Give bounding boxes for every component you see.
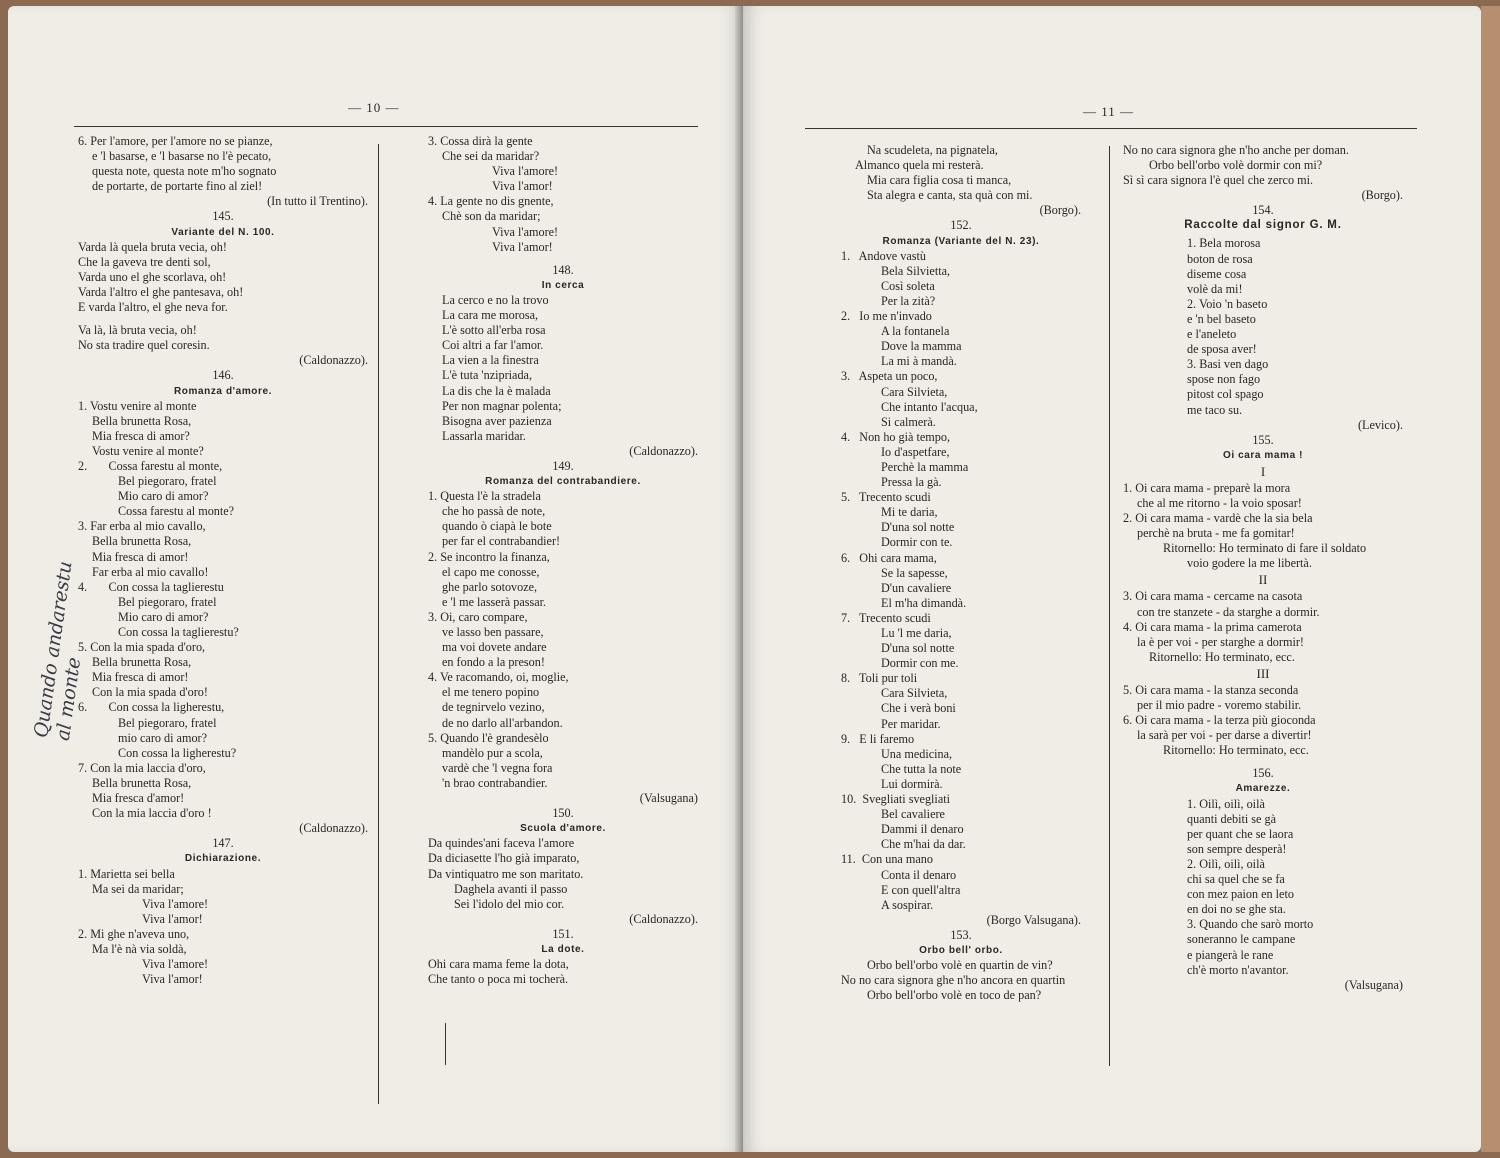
- verse-line: 4. Non ho già tempo,: [841, 429, 950, 444]
- verse-line: e 'n bel baseto: [1187, 311, 1256, 326]
- verse-line: Che i verà boni: [881, 701, 956, 716]
- song-number: 146.: [212, 368, 234, 383]
- song-title: Scuola d'amore.: [520, 823, 606, 835]
- verse-line: con tre stanzete - da starghe a dormir.: [1137, 604, 1320, 619]
- verse-line: che al me ritorno - la voio sposar!: [1137, 495, 1302, 510]
- verse-line: No sta tradire quel coresin.: [78, 338, 210, 353]
- verse-line: Così soleta: [881, 278, 935, 293]
- verse-line: Mia fresca di amor?: [92, 428, 190, 443]
- verse-line: 5. Quando l'è grandesèlo: [428, 730, 549, 745]
- song-number: 145.: [212, 209, 234, 224]
- verse-line: 2. Mi ghe n'aveva uno,: [78, 926, 190, 941]
- verse-line: Che intanto l'acqua,: [881, 399, 978, 414]
- verse-line: Si calmerà.: [881, 414, 936, 429]
- song-number: 154.: [1252, 203, 1274, 218]
- header-rule: [805, 128, 1417, 129]
- verse-line: 3. Cossa dirà la gente: [428, 134, 533, 148]
- verse-line: Pressa la gà.: [881, 475, 942, 490]
- source-note: (In tutto il Trentino).: [267, 194, 368, 209]
- verse-line: Bela Silvietta,: [881, 263, 951, 278]
- page-number: — 10 —: [348, 100, 400, 115]
- verse-line: Orbo bell'orbo volè en toco de pan?: [867, 988, 1042, 1003]
- source-note: (Caldonazzo).: [629, 443, 698, 458]
- verse-line: ma voi dovete andare: [442, 640, 547, 655]
- song-title: In cerca: [541, 279, 585, 291]
- verse-line: soneranno le campane: [1187, 932, 1296, 947]
- verse-line: Mi te daria,: [881, 505, 938, 520]
- verse-line: Sta alegra e canta, sta quà con mi.: [867, 188, 1033, 203]
- song-title: Raccolte dal signor G. M.: [1184, 219, 1342, 232]
- verse-line: 2. Voio 'n baseto: [1187, 296, 1268, 311]
- verse-line: Da vintiquatro me son maritato.: [428, 866, 584, 881]
- verse-line: 2. Se incontro la finanza,: [428, 549, 550, 564]
- verse-line: Almanco quela mi resterà.: [855, 158, 984, 173]
- verse-line: La vien a la finestra: [442, 353, 539, 368]
- verse-line: Ritornello: Ho terminato, ecc.: [1163, 743, 1309, 758]
- verse-line: 3. Quando che sarò morto: [1187, 917, 1314, 932]
- verse-line: vardè che 'l vegna fora: [442, 760, 553, 775]
- source-note: (Borgo Valsugana).: [986, 912, 1081, 927]
- verse-line: Che m'hai da dar.: [881, 837, 966, 852]
- section-numeral: I: [1260, 463, 1266, 479]
- verse-line: Per non magnar polenta;: [442, 398, 562, 413]
- spacer: [428, 255, 698, 263]
- verse-line: Bel piegoraro, fratel: [118, 594, 217, 609]
- verse-line: Che la gaveva tre denti sol,: [78, 254, 211, 269]
- verse-line: Bella brunetta Rosa,: [92, 534, 192, 549]
- song-number: 149.: [552, 458, 574, 473]
- verse-line: Ma l'è nà via soldà,: [92, 941, 187, 956]
- verse-line: Mio caro di amor?: [118, 609, 209, 624]
- verse-line: e 'l me lasserà passar.: [442, 594, 547, 609]
- verse-line: e 'l basarse, e 'l basarse no l'è pecato,: [92, 149, 272, 164]
- verse-line: con mez paion en leto: [1187, 887, 1294, 902]
- verse-line: de no darlo all'arbandon.: [442, 715, 563, 730]
- verse-line: Na scudeleta, na pignatela,: [867, 143, 998, 157]
- page-number: — 11 —: [1083, 104, 1135, 119]
- verse-line: 9. E li faremo: [841, 731, 915, 746]
- verse-line: 5. Oi cara mama - la stanza seconda: [1123, 682, 1299, 697]
- verse-line: 7. Con la mia laccia d'oro,: [78, 760, 206, 775]
- verse-line: Cossa farestu al monte?: [118, 504, 235, 519]
- verse-line: el me tenero popino: [442, 685, 540, 700]
- verse-line: Viva l'amor!: [142, 972, 203, 987]
- verse-line: 6. Per l'amore, per l'amore no se pianze,: [78, 134, 273, 148]
- verse-line: Dove la mamma: [881, 339, 962, 354]
- verse-line: el capo me conosse,: [442, 564, 540, 579]
- verse-line: 2. Oilì, oilì, oilà: [1187, 856, 1265, 871]
- verse-line: mandèlo pur a scola,: [442, 745, 543, 760]
- verse-line: Coi altri a far l'amor.: [442, 338, 544, 353]
- song-title: Romanza (Variante del N. 23).: [882, 235, 1040, 247]
- verse-line: Bel piegoraro, fratel: [118, 715, 217, 730]
- verse-line: No no cara signora ghe n'ho anche per doman.: [1123, 143, 1349, 157]
- verse-line: en doi no se ghe sta.: [1187, 902, 1286, 917]
- verse-line: ve lasso ben passare,: [442, 625, 544, 639]
- verse-line: 1. Bela morosa: [1187, 236, 1261, 251]
- verse-line: Bella brunetta Rosa,: [92, 775, 192, 790]
- verse-line: de tegnirvelo vezino,: [442, 700, 545, 715]
- verse-line: la sarà per voi - per darse a divertir!: [1137, 728, 1312, 743]
- verse-line: 3. Oi cara mama - cercame na casota: [1123, 589, 1303, 604]
- verse-line: Che sei da maridar?: [442, 149, 540, 164]
- verse-line: Io d'aspetfare,: [881, 444, 950, 459]
- verse-line: diseme cosa: [1187, 266, 1247, 281]
- verse-line: ghe parlo sotovoze,: [442, 579, 538, 594]
- verse-line: 6. Ohi cara mama,: [841, 550, 937, 565]
- song-number: 151.: [552, 926, 574, 941]
- song-title: La dote.: [541, 943, 585, 955]
- source-note: (Caldonazzo).: [299, 821, 368, 836]
- verse-line: Viva l'amore!: [492, 224, 559, 239]
- verse-line: Con la mia laccia d'oro !: [92, 806, 212, 821]
- verse-line: Ma sei da maridar;: [92, 881, 184, 896]
- verse-line: me taco su.: [1187, 402, 1243, 417]
- verse-line: Da quindes'ani faceva l'amore: [428, 836, 575, 851]
- verse-line: Lu 'l me daria,: [881, 626, 952, 640]
- source-note: (Borgo).: [1039, 203, 1081, 218]
- verse-line: 3. Oi, caro compare,: [428, 609, 528, 624]
- verse-line: de sposa aver!: [1187, 342, 1257, 357]
- verse-line: D'una sol notte: [881, 520, 955, 535]
- verse-line: Mia fresca d'amor!: [92, 791, 185, 806]
- right-column-2: [1123, 143, 1403, 993]
- verse-line: Mio caro di amor?: [118, 489, 209, 504]
- verse-line: 3. Far erba al mio cavallo,: [78, 519, 206, 534]
- source-note: (Caldonazzo).: [299, 353, 368, 368]
- verse-line: mio caro di amor?: [118, 730, 208, 745]
- verse-line: Viva l'amor!: [142, 911, 203, 926]
- left-page: [8, 6, 743, 1152]
- verse-line: D'una sol notte: [881, 641, 955, 656]
- verse-line: volè da mi!: [1187, 281, 1243, 296]
- verse-line: Mia fresca di amor!: [92, 549, 189, 564]
- verse-line: 3. Aspeta un poco,: [841, 369, 938, 384]
- verse-line: Con cossa la taglierestu?: [118, 625, 239, 639]
- section-numeral: II: [1258, 572, 1268, 588]
- verse-line: Bisogna aver pazienza: [442, 413, 552, 428]
- verse-line: E varda l'altro, el ghe neva for.: [78, 300, 228, 315]
- verse-line: 2. Io me n'invado: [841, 309, 932, 324]
- source-note: (Levico).: [1357, 417, 1403, 432]
- verse-line: 1. Questa l'è la stradela: [428, 489, 541, 504]
- verse-line: 7. Trecento scudi: [841, 610, 931, 625]
- verse-line: Vostu venire al monte?: [92, 443, 204, 458]
- left-column-1: [78, 134, 368, 987]
- verse-line: Per la zità?: [881, 293, 936, 308]
- verse-line: 1. Oilì, oilì, oilà: [1187, 796, 1265, 811]
- verse-line: No no cara signora ghe n'ho ancora en quartin: [841, 973, 1066, 988]
- verse-line: 6. Oi cara mama - la terza più gioconda: [1123, 713, 1316, 728]
- verse-line: Bella brunetta Rosa,: [92, 413, 192, 428]
- song-number: 147.: [212, 836, 234, 851]
- verse-line: Mia cara figlia cosa ti manca,: [867, 173, 1012, 188]
- verse-line: Cara Silvieta,: [881, 384, 948, 399]
- verse-line: Una medicina,: [881, 746, 953, 761]
- verse-line: 4. Oi cara mama - la prima camerota: [1123, 619, 1302, 634]
- verse-line: Con cossa la ligherestu?: [118, 745, 237, 760]
- verse-line: La cara me morosa,: [442, 308, 539, 323]
- verse-line: 'n brao contrabandier.: [442, 775, 548, 790]
- verse-line: Sì sì cara signora l'è quel che zerco mi.: [1123, 173, 1314, 188]
- song-number: 150.: [552, 806, 574, 821]
- song-title: Oi cara mama !: [1222, 449, 1304, 461]
- verse-line: Far erba al mio cavallo!: [92, 564, 209, 579]
- right-page: [743, 6, 1481, 1152]
- source-note: (Valsugana): [1344, 977, 1403, 992]
- verse-line: pitost col spago: [1187, 387, 1264, 402]
- verse-line: la è per voi - per starghe a dormir!: [1137, 634, 1304, 649]
- bracket-line: [445, 1023, 446, 1065]
- song-title: Romanza del contrabandiere.: [485, 476, 641, 488]
- song-title: Orbo bell' orbo.: [919, 944, 1003, 956]
- verse-line: ch'è morto n'avantor.: [1187, 962, 1289, 977]
- verse-line: Lui dormirà.: [881, 776, 943, 791]
- verse-line: La cerco e no la trovo: [442, 292, 549, 307]
- verse-line: Per maridar.: [881, 716, 941, 731]
- verse-line: Viva l'amore!: [142, 896, 209, 911]
- verse-line: Bel cavaliere: [881, 807, 945, 822]
- verse-line: L'è sotto all'erba rosa: [442, 323, 546, 338]
- song-number: 152.: [950, 218, 972, 233]
- verse-line: 1. Oi cara mama - preparè la mora: [1123, 480, 1291, 495]
- verse-line: Viva l'amor!: [492, 179, 553, 194]
- verse-line: Ohi cara mama feme la dota,: [428, 957, 569, 972]
- verse-line: La mi à mandà.: [881, 354, 957, 369]
- verse-line: Bella brunetta Rosa,: [92, 655, 192, 670]
- verse-line: perchè na bruta - me fa gomitar!: [1137, 526, 1295, 541]
- verse-line: 10. Svegliati svegliati: [841, 792, 950, 807]
- right-column-1: [841, 143, 1081, 1003]
- verse-line: La dis che la è malada: [442, 383, 551, 398]
- verse-line: spose non fago: [1187, 372, 1261, 387]
- song-number: 156.: [1252, 766, 1274, 781]
- verse-line: de portarte, de portarte fino al ziel!: [92, 179, 263, 194]
- verse-line: Viva l'amore!: [142, 957, 209, 972]
- verse-line: chi sa quel che se fa: [1187, 872, 1285, 887]
- verse-line: Conta il denaro: [881, 867, 957, 882]
- verse-line: en fondo a la preson!: [442, 655, 545, 670]
- verse-line: Che tanto o poca mi tocherà.: [428, 972, 569, 987]
- verse-line: Sei l'idolo del mio cor.: [454, 896, 565, 911]
- song-title: Dichiarazione.: [184, 853, 262, 865]
- verse-line: 1. Andove vastù: [841, 248, 926, 263]
- header-rule: [74, 126, 698, 127]
- verse-line: Cara Silvieta,: [881, 686, 948, 701]
- verse-line: Dammi il denaro: [881, 822, 964, 837]
- verse-line: 6. Con cossa la ligherestu,: [78, 700, 225, 715]
- verse-line: e l'aneleto: [1187, 327, 1237, 342]
- verse-line: D'un cavaliere: [881, 580, 952, 595]
- song-title: Variante del N. 100.: [171, 226, 275, 238]
- book-edge: [1481, 6, 1500, 1152]
- verse-line: El m'ha dimandà.: [881, 595, 967, 610]
- verse-line: 1. Vostu venire al monte: [78, 398, 197, 413]
- song-number: 155.: [1252, 432, 1274, 447]
- verse-line: 8. Toli pur toli: [841, 671, 918, 686]
- verse-line: quando ò ciapà le bote: [442, 519, 552, 534]
- verse-line: che ho passà de note,: [442, 504, 546, 519]
- spacer: [78, 315, 368, 323]
- verse-line: Da diciasette l'ho già imparato,: [428, 851, 580, 866]
- source-note: (Borgo).: [1361, 188, 1403, 203]
- verse-line: Varda l'altro el ghe pantesava, oh!: [78, 284, 244, 299]
- verse-line: Mia fresca di amor!: [92, 670, 189, 685]
- verse-line: Se la sapesse,: [881, 565, 948, 580]
- verse-line: L'è tuta 'nzipriada,: [442, 368, 533, 383]
- verse-line: 4. Ve racomando, oi, moglie,: [428, 670, 569, 685]
- verse-line: Con la mia spada d'oro!: [92, 685, 208, 700]
- verse-line: 3. Basi ven dago: [1187, 357, 1269, 372]
- verse-line: Dormir con te.: [881, 535, 953, 550]
- verse-line: 4. La gente no dis gnente,: [428, 194, 554, 209]
- verse-line: quanti debiti se gà: [1187, 811, 1277, 826]
- song-number: 148.: [552, 262, 574, 277]
- handwritten-annotation: Quando andarestu al monte: [30, 559, 86, 743]
- verse-line: Va là, là bruta vecia, oh!: [78, 323, 197, 338]
- verse-line: Perchè la mamma: [881, 459, 969, 474]
- verse-line: Daghela avanti il passo: [454, 881, 568, 896]
- verse-line: A la fontanela: [881, 324, 950, 339]
- song-title: Romanza d'amore.: [173, 385, 273, 397]
- section-numeral: III: [1256, 665, 1270, 681]
- verse-line: 2. Oi cara mama - vardè che la sia bela: [1123, 511, 1313, 526]
- verse-line: e piangerà le rane: [1187, 947, 1274, 962]
- verse-line: 2. Cossa farestu al monte,: [78, 458, 223, 473]
- verse-line: 5. Trecento scudi: [841, 490, 931, 505]
- verse-line: Che tutta la note: [881, 761, 962, 776]
- verse-line: per il mio padre - voremo stabilir.: [1137, 698, 1302, 712]
- verse-line: boton de rosa: [1187, 251, 1253, 266]
- verse-line: 11. Con una mano: [841, 852, 933, 867]
- column-divider: [1109, 146, 1110, 1066]
- song-number: 153.: [950, 927, 972, 942]
- verse-line: Viva l'amor!: [492, 239, 553, 254]
- column-divider: [378, 144, 379, 1104]
- verse-line: per quant che se laora: [1187, 826, 1294, 841]
- verse-line: Ritornello: Ho terminato di fare il soldato: [1163, 541, 1367, 556]
- verse-line: Chè son da maridar;: [442, 209, 541, 224]
- verse-line: voio godere la me libertà.: [1187, 556, 1312, 571]
- verse-line: Varda là quela bruta vecia, oh!: [78, 239, 227, 254]
- source-note: (Valsugana): [639, 791, 698, 806]
- source-note: (Caldonazzo).: [629, 911, 698, 926]
- verse-line: Bel piegoraro, fratel: [118, 474, 217, 489]
- verse-line: 4. Con cossa la taglierestu: [78, 579, 224, 594]
- verse-line: Orbo bell'orbo volè dormir con mi?: [1149, 158, 1323, 173]
- verse-line: 5. Con la mia spada d'oro,: [78, 640, 206, 655]
- verse-line: A sospirar.: [881, 897, 934, 912]
- verse-line: son sempre desperà!: [1187, 841, 1287, 856]
- verse-line: 1. Marietta sei bella: [78, 866, 175, 881]
- spacer: [1123, 758, 1403, 766]
- verse-line: Lassarla maridar.: [442, 428, 526, 443]
- verse-line: questa note, questa note m'ho sognato: [92, 164, 277, 179]
- verse-line: E con quell'altra: [881, 882, 961, 897]
- song-title: Amarezze.: [1235, 783, 1291, 795]
- verse-line: Dormir con me.: [881, 656, 959, 671]
- verse-line: Varda uno el ghe scorlava, oh!: [78, 269, 227, 284]
- verse-line: Orbo bell'orbo volè en quartin de vin?: [867, 958, 1053, 973]
- verse-line: per far el contrabandier!: [442, 534, 561, 549]
- left-column-2: [428, 134, 698, 987]
- verse-line: Ritornello: Ho terminato, ecc.: [1149, 649, 1295, 664]
- verse-line: Viva l'amore!: [492, 164, 559, 179]
